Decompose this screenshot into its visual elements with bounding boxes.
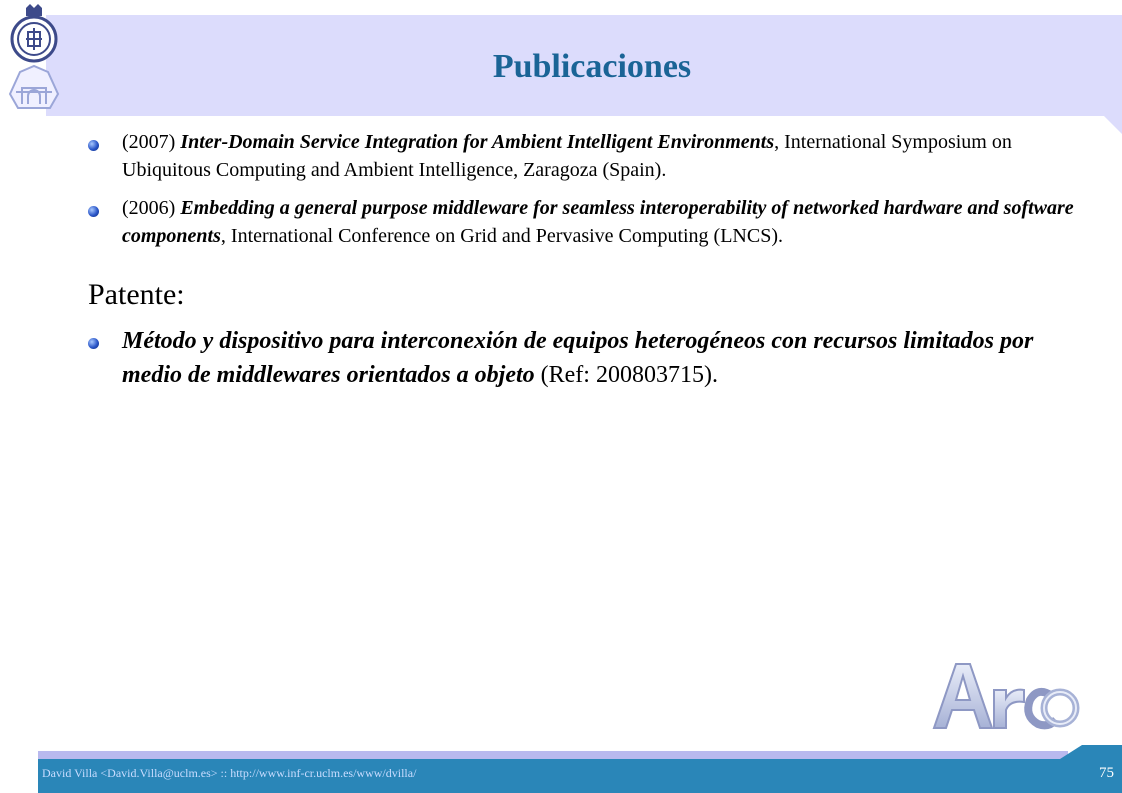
bullet-sphere-icon <box>88 338 99 349</box>
publication-title: Embedding a general purpose middleware for seamless interoperability of networked hardware and software components <box>122 197 1074 247</box>
patent-title: Método y dispositivo para interconexión de equipos heterogéneos con recursos limitados por medio de middlewares orientados a objeto <box>122 328 1034 388</box>
page-number: 75 <box>1099 765 1114 781</box>
arco-logo <box>926 656 1086 736</box>
publication-title: Inter-Domain Service Integration for Ambient Intelligent Environments <box>180 131 775 153</box>
publication-venue: , International Symposium on Ubiquitous Computing and Ambient Intelligence, Zaragoza (Spain). <box>122 131 1012 181</box>
slide-content <box>88 128 1078 402</box>
patent-heading: Patente: <box>88 278 185 311</box>
footer-slope-fill <box>1082 745 1122 759</box>
publication-year: (2007) <box>122 131 181 153</box>
patent-item <box>88 324 1078 392</box>
bullet-sphere-icon <box>88 140 99 151</box>
publication-list <box>88 128 1078 250</box>
publication-item <box>88 128 1078 184</box>
bullet-sphere-icon <box>88 206 99 217</box>
patent-ref: (Ref: 200803715). <box>534 362 718 388</box>
slide-title: Publicaciones <box>492 48 692 85</box>
footer-slope <box>1060 745 1082 759</box>
footer-band-top <box>38 751 1068 759</box>
publication-venue: , International Conference on Grid and Pervasive Computing (LNCS). <box>220 225 783 247</box>
publication-year: (2006) <box>122 197 181 219</box>
header-corner <box>1104 116 1122 134</box>
footer-author: David Villa <David.Villa@uclm.es> :: http://www.inf-cr.uclm.es/www/dvilla/ <box>42 766 417 780</box>
publication-item <box>88 194 1078 250</box>
patent-list <box>88 324 1078 392</box>
